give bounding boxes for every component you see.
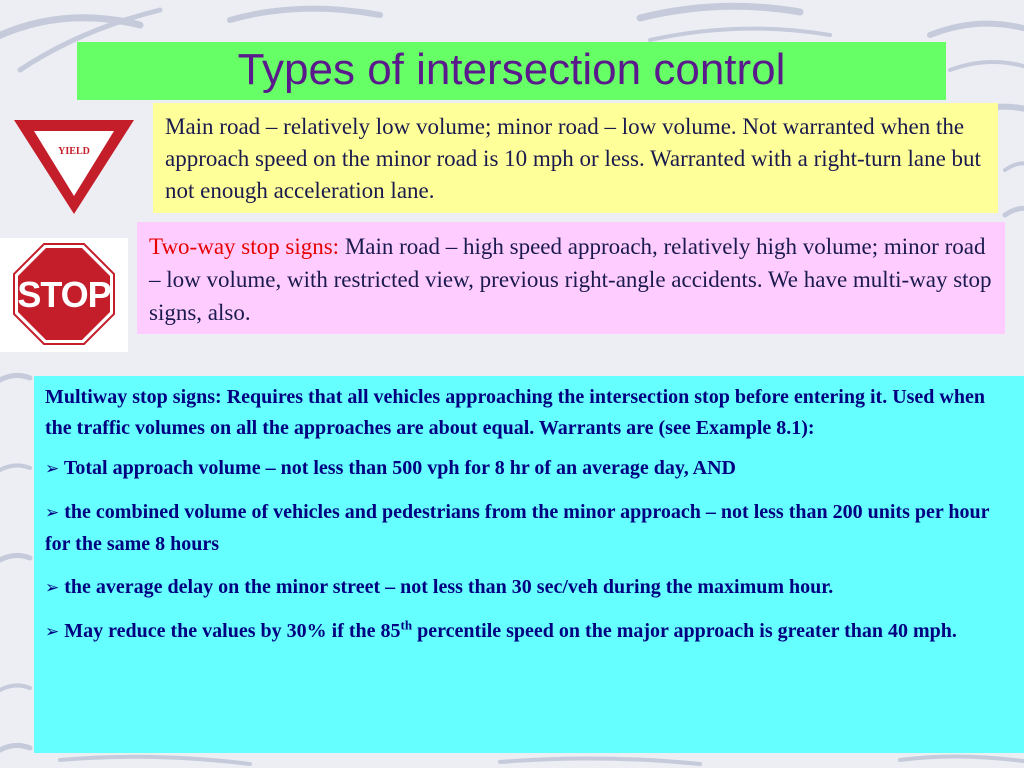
- two-way-stop-body: Main road – high speed approach, relatively high volume; minor road – low volume, with restricted view, previous right-angle accidents. We have multi-way stop signs, also.: [149, 234, 992, 325]
- two-way-stop-heading: Two-way stop signs:: [149, 234, 340, 259]
- two-way-stop-description: [137, 222, 1005, 334]
- multiway-intro: Multiway stop signs: Requires that all vehicles approaching the intersection stop before entering it. Used when the traffic volumes on all the approaches are about equal. Warrants are (see Example 8.1):: [45, 386, 985, 439]
- yield-sign-icon: [12, 116, 136, 216]
- multiway-bullet: ➢ Total approach volume – not less than 500 vph for 8 hr of an average day, AND: [45, 457, 736, 479]
- stop-sign-label: STOP: [17, 274, 111, 315]
- arrow-bullet-icon: ➢: [45, 459, 60, 479]
- yield-description: Main road – relatively low volume; minor road – low volume. Not warranted when the approach speed on the minor road is 10 mph or less. Warranted with a right-turn lane but not enough acceleration lane.: [153, 103, 998, 213]
- yield-sign-label: YIELD: [58, 146, 90, 157]
- multiway-bullet: ➢ May reduce the values by 30% if the 85th percentile speed on the major approach is greater than 40 mph.: [45, 617, 957, 642]
- multiway-bullet: ➢ the average delay on the minor street – not less than 30 sec/veh during the maximum hour.: [45, 576, 834, 598]
- superscript-th: th: [400, 617, 413, 633]
- arrow-bullet-icon: ➢: [45, 622, 60, 642]
- arrow-bullet-icon: ➢: [45, 578, 60, 598]
- multiway-stop-panel: [34, 376, 1024, 753]
- slide-title: Types of intersection control: [77, 42, 946, 100]
- multiway-bullet: ➢ the combined volume of vehicles and pedestrians from the minor approach – not less than 200 units per hour for the same 8 hours: [45, 501, 990, 555]
- stop-sign-icon: [0, 238, 128, 352]
- arrow-bullet-icon: ➢: [45, 503, 60, 523]
